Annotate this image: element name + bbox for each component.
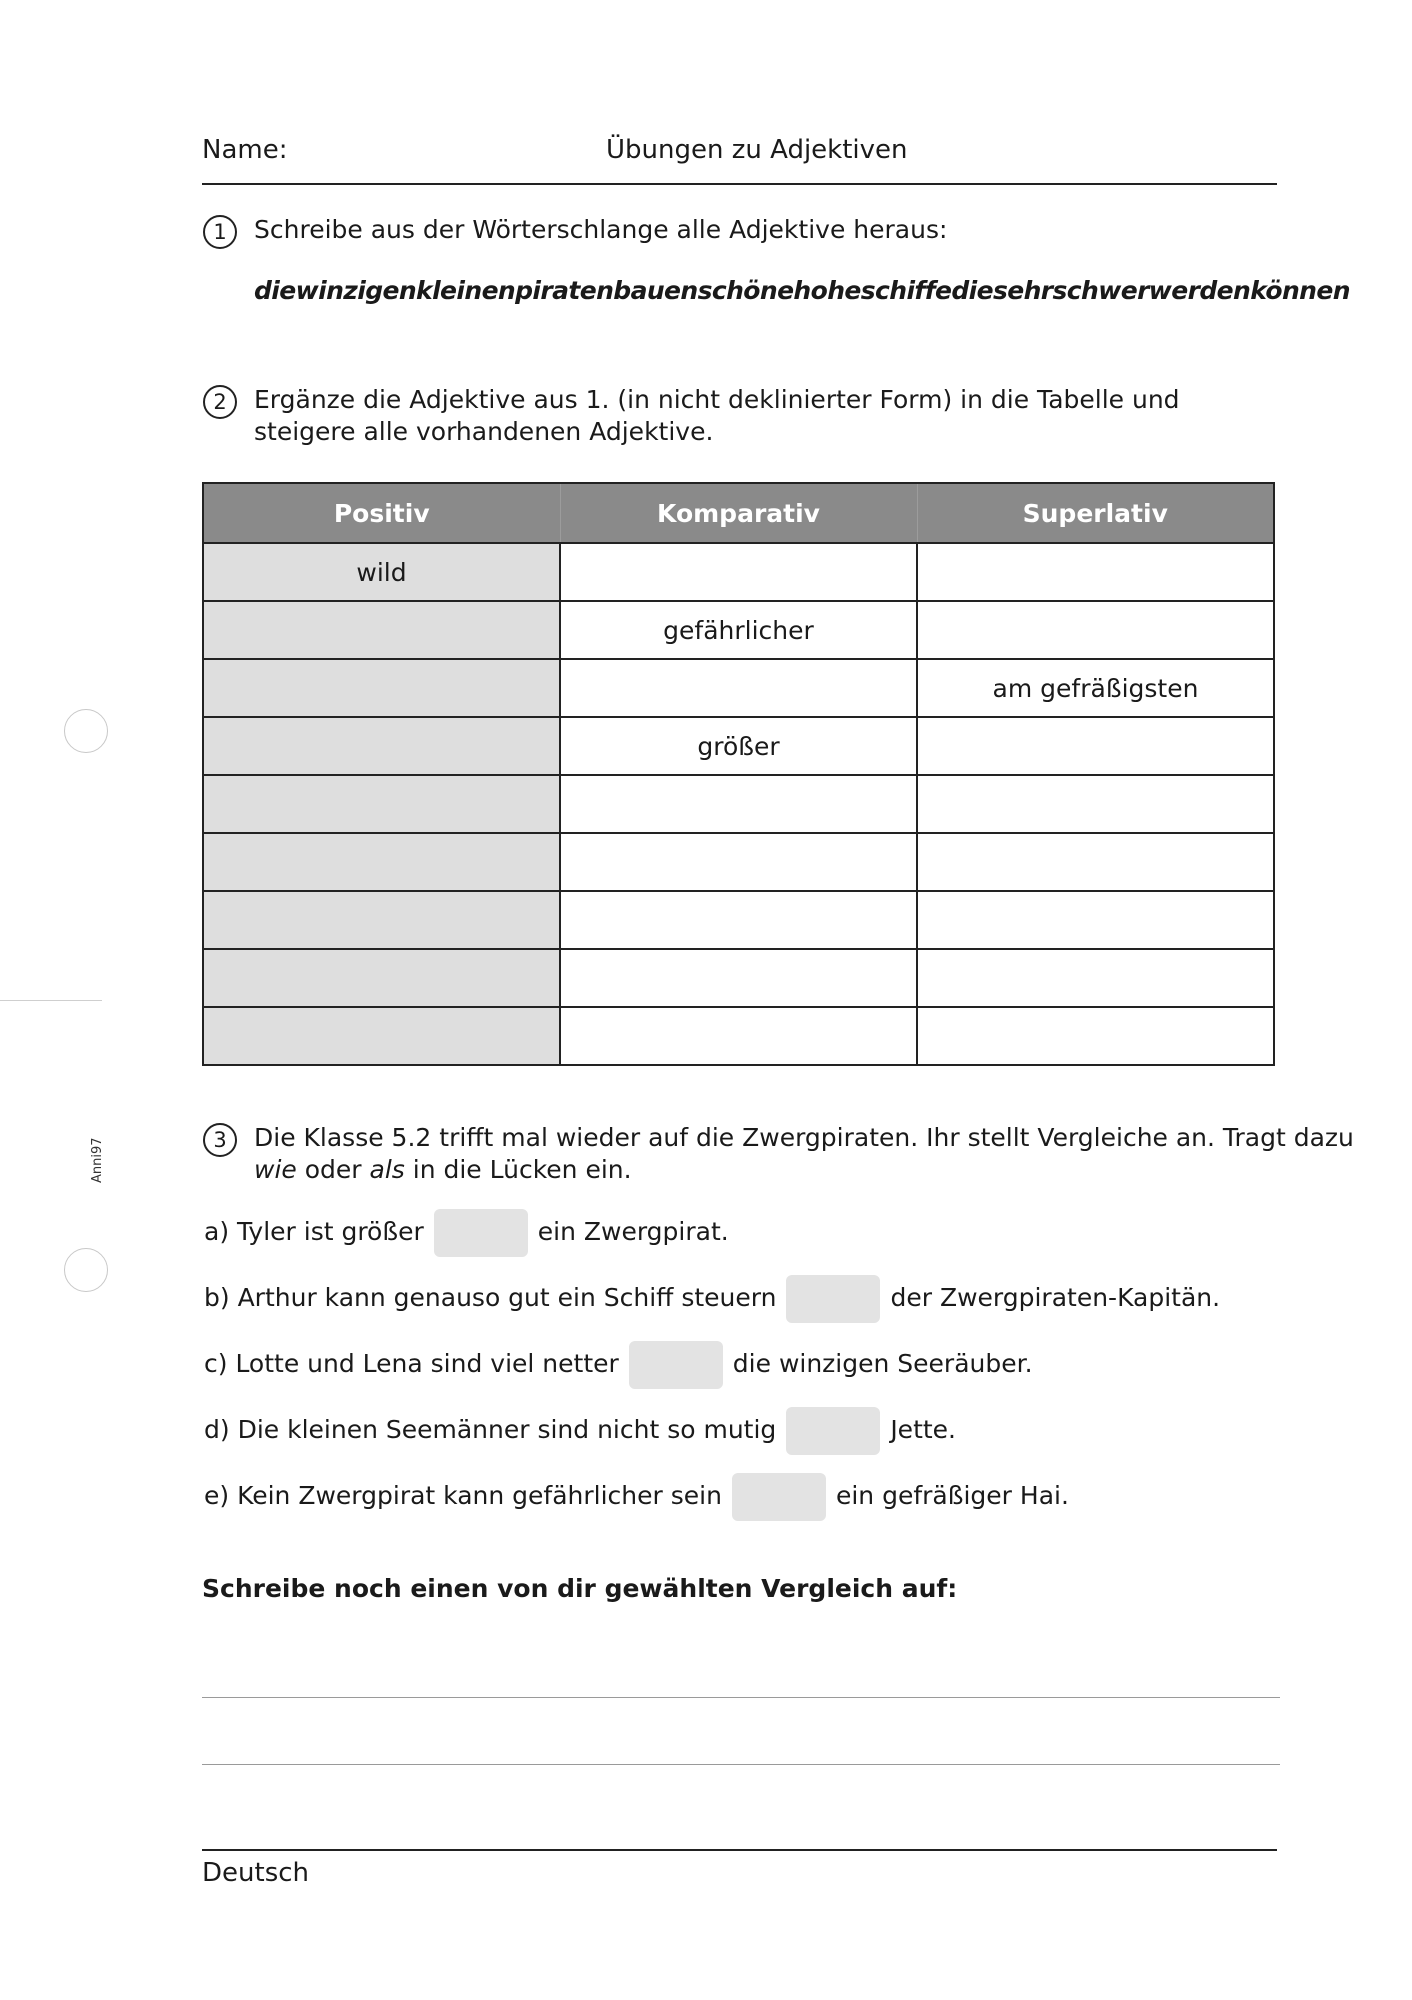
word-als: als	[369, 1155, 405, 1184]
sentence-text-after: der Zwergpiraten-Kapitän.	[890, 1283, 1221, 1312]
komparativ-cell[interactable]	[560, 891, 917, 949]
writing-line[interactable]	[202, 1764, 1280, 1765]
sentence-text-before: e) Kein Zwergpirat kann gefährlicher sein	[204, 1481, 722, 1510]
writing-line[interactable]	[202, 1697, 1280, 1698]
table-row	[203, 833, 1274, 891]
superlativ-cell[interactable]	[917, 775, 1274, 833]
sentence-e	[204, 1473, 1069, 1521]
write-prompt: Schreibe noch einen von dir gewählten Vergleich auf:	[202, 1574, 958, 1603]
sentence-text-after: Jette.	[890, 1415, 956, 1444]
answer-gap[interactable]	[732, 1473, 826, 1521]
worksheet-title: Übungen zu Adjektiven	[606, 135, 908, 165]
footer-divider	[202, 1849, 1277, 1851]
table-row	[203, 601, 1274, 659]
sentence-d	[204, 1407, 956, 1455]
positiv-cell[interactable]	[203, 601, 560, 659]
task-1-instruction: Schreibe aus der Wörterschlange alle Adjektive heraus:	[254, 215, 948, 244]
positiv-cell[interactable]	[203, 659, 560, 717]
table-row	[203, 891, 1274, 949]
answer-gap[interactable]	[434, 1209, 528, 1257]
sentence-b	[204, 1275, 1220, 1323]
header-divider	[202, 183, 1277, 185]
sentence-c	[204, 1341, 1033, 1389]
subject-label: Deutsch	[202, 1858, 310, 1888]
komparativ-cell[interactable]	[560, 949, 917, 1007]
task-2-instruction	[254, 384, 1180, 448]
header-positiv: Positiv	[203, 483, 560, 543]
task-2-instruction-line1: Ergänze die Adjektive aus 1. (in nicht deklinierter Form) in die Tabelle und	[254, 385, 1180, 414]
author-credit: Anni97	[90, 1137, 105, 1183]
punch-hole	[64, 1248, 108, 1292]
name-label: Name:	[202, 135, 288, 165]
punch-hole	[64, 709, 108, 753]
superlativ-cell[interactable]	[917, 949, 1274, 1007]
fold-mark	[0, 1000, 102, 1001]
positiv-cell[interactable]	[203, 717, 560, 775]
task-2-instruction-line2: steigere alle vorhandenen Adjektive.	[254, 417, 714, 446]
word-snake: diewinzigenkleinenpiratenbauenschönehoheschiffediesehrschwerwerdenkönnen	[254, 276, 1350, 305]
instruction-connector: oder	[296, 1155, 370, 1184]
superlativ-cell[interactable]: am gefräßigsten	[917, 659, 1274, 717]
answer-gap[interactable]	[786, 1275, 880, 1323]
sentence-text-before: b) Arthur kann genauso gut ein Schiff steuern	[204, 1283, 777, 1312]
table-row	[203, 717, 1274, 775]
komparativ-cell[interactable]	[560, 775, 917, 833]
komparativ-cell[interactable]	[560, 833, 917, 891]
task-3-instruction	[254, 1122, 1354, 1186]
positiv-cell[interactable]	[203, 775, 560, 833]
task-3-number: 3	[203, 1123, 237, 1157]
answer-gap[interactable]	[629, 1341, 723, 1389]
komparativ-cell[interactable]: größer	[560, 717, 917, 775]
table-row	[203, 1007, 1274, 1065]
komparativ-cell[interactable]	[560, 659, 917, 717]
sentence-text-before: a) Tyler ist größer	[204, 1217, 424, 1246]
superlativ-cell[interactable]	[917, 891, 1274, 949]
komparativ-cell[interactable]: gefährlicher	[560, 601, 917, 659]
positiv-cell[interactable]	[203, 891, 560, 949]
task-3-instruction-line1: Die Klasse 5.2 trifft mal wieder auf die Zwergpiraten. Ihr stellt Vergleiche an. Tragt dazu	[254, 1123, 1354, 1152]
header-komparativ: Komparativ	[560, 483, 917, 543]
table-row	[203, 543, 1274, 601]
komparativ-cell[interactable]	[560, 543, 917, 601]
table-row	[203, 775, 1274, 833]
task-1-number: 1	[203, 215, 237, 249]
superlativ-cell[interactable]	[917, 1007, 1274, 1065]
sentence-text-before: c) Lotte und Lena sind viel netter	[204, 1349, 619, 1378]
answer-gap[interactable]	[786, 1407, 880, 1455]
table-header-row	[203, 483, 1274, 543]
sentence-text-before: d) Die kleinen Seemänner sind nicht so mutig	[204, 1415, 777, 1444]
positiv-cell[interactable]	[203, 833, 560, 891]
word-wie: wie	[254, 1155, 297, 1184]
superlativ-cell[interactable]	[917, 717, 1274, 775]
header-superlativ: Superlativ	[917, 483, 1274, 543]
positiv-cell[interactable]	[203, 949, 560, 1007]
superlativ-cell[interactable]	[917, 543, 1274, 601]
task-3-instruction-line2	[254, 1154, 1354, 1186]
comparison-table	[202, 482, 1275, 1066]
sentence-text-after: die winzigen Seeräuber.	[732, 1349, 1033, 1378]
table-row	[203, 949, 1274, 1007]
task-2-number: 2	[203, 385, 237, 419]
instruction-end: in die Lücken ein.	[404, 1155, 632, 1184]
sentence-text-after: ein Zwergpirat.	[537, 1217, 729, 1246]
table-row	[203, 659, 1274, 717]
komparativ-cell[interactable]	[560, 1007, 917, 1065]
sentence-text-after: ein gefräßiger Hai.	[835, 1481, 1069, 1510]
positiv-cell[interactable]	[203, 1007, 560, 1065]
sentence-a	[204, 1209, 729, 1257]
superlativ-cell[interactable]	[917, 601, 1274, 659]
superlativ-cell[interactable]	[917, 833, 1274, 891]
positiv-cell[interactable]: wild	[203, 543, 560, 601]
